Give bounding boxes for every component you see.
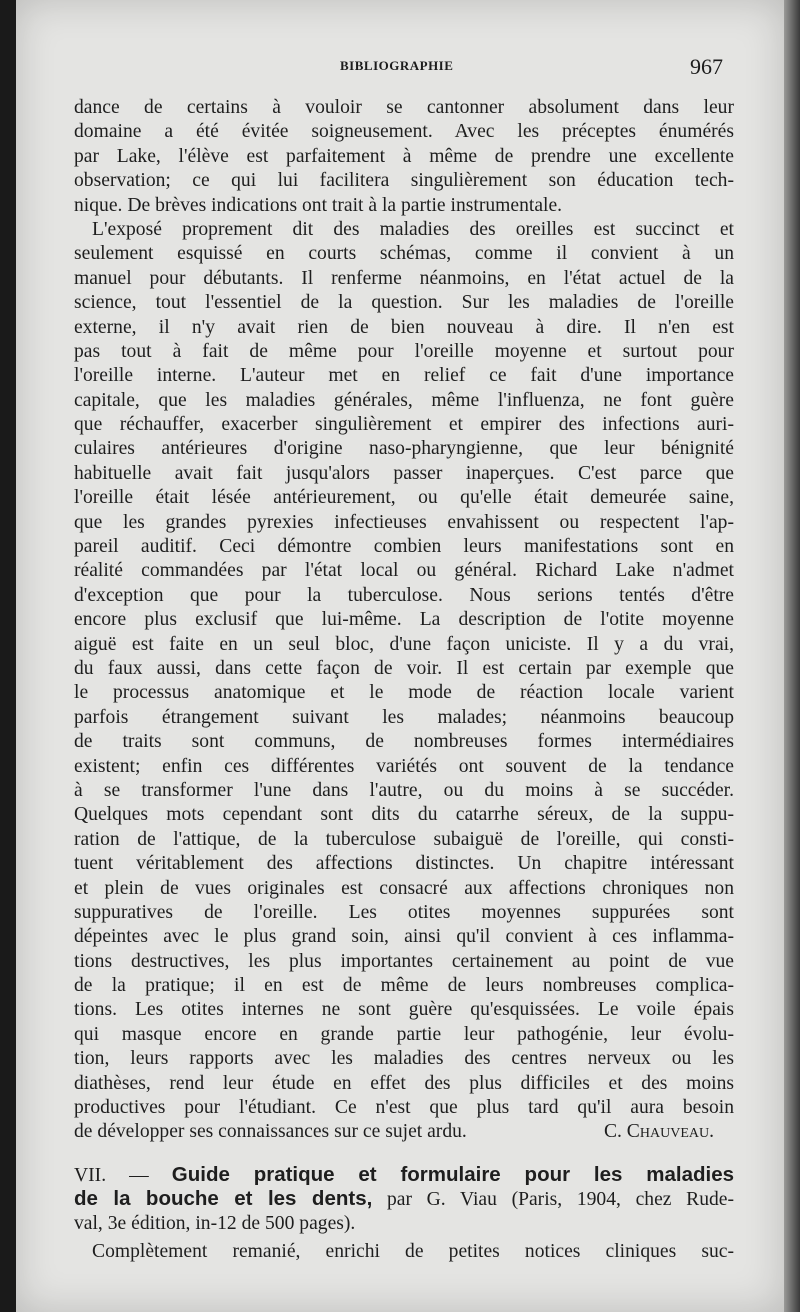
text-line: L'exposé proprement dit des maladies des oreilles est succinct et (92, 218, 734, 240)
section-7-citation-line: val, 3e édition, in-12 de 500 pages). (74, 1212, 356, 1234)
text-line: l'oreille était lésée antérieurement, ou qu'elle était demeurée saine, (74, 487, 734, 509)
text-line: parfois étrangement suivant les malades; néanmoins beaucoup (74, 706, 734, 728)
section-7-title-2: de la bouche et les dents, (74, 1187, 373, 1211)
section-7-heading-line-2 (74, 1187, 734, 1211)
page-number: 967 (690, 54, 723, 79)
text-line: pas tout à fait de même pour l'oreille moyenne et surtout pour (74, 340, 734, 362)
text-line: Quelques mots cependant sont dits du catarrhe séreux, de la suppu- (74, 804, 734, 826)
signature-line (74, 1120, 734, 1144)
text-line: le processus anatomique et le mode de réaction locale varient (74, 682, 734, 704)
text-line: culaires antérieures d'origine naso-pharyngienne, que leur bénignité (74, 438, 734, 460)
text-line: domaine a été évitée soigneusement. Avec les préceptes énumérés (74, 121, 734, 143)
author-signature: C. Chauveau. (603, 1121, 714, 1143)
text-line: à se transformer l'une dans l'autre, ou du moins à se succéder. (74, 779, 734, 801)
text-line: habituelle avait fait jusqu'alors passer inaperçues. C'est parce que (74, 462, 734, 484)
text-line: manuel pour débutants. Il renferme néanmoins, en l'état actuel de la (74, 267, 734, 289)
page-header (0, 54, 800, 82)
page-edge-shadow (784, 0, 800, 1312)
paragraph-2 (74, 218, 734, 1120)
text-line: suppuratives de l'oreille. Les otites moyennes suppurées sont (74, 901, 734, 923)
text-line: dance de certains à vouloir se cantonner absolument dans leur (74, 97, 734, 118)
section-gap (74, 1145, 734, 1163)
text-line: l'oreille interne. L'auteur met en relief ce fait d'une importance (74, 365, 734, 387)
text-line: observation; ce qui lui facilitera singulièrement son éducation tech- (74, 170, 734, 192)
text-line: que réchauffer, exacerber singulièrement et empirer des infections auri- (74, 414, 734, 436)
section-7-first-line: Complètement remanié, enrichi de petites notices cliniques suc- (92, 1240, 734, 1262)
text-line: tions destructives, les plus importantes certainement au point de vue (74, 950, 734, 972)
text-line: externe, il n'y avait rien de bien nouveau à dire. Il n'en est (74, 316, 734, 338)
text-line: tions. Les otites internes ne sont guère qu'esquissées. Le voile épais (74, 999, 734, 1021)
section-7-heading-line-1 (74, 1163, 734, 1187)
section-7-number: VII. — (74, 1164, 149, 1186)
text-line: d'exception que pour la tuberculose. Nous serions tentés d'être (74, 584, 734, 606)
text-line: et plein de vues originales est consacré aux affections chroniques non (74, 877, 734, 899)
text-line: capitale, que les maladies générales, même l'influenza, ne font guère (74, 389, 734, 411)
text-line: existent; enfin ces différentes variétés ont souvent de la tendance (74, 755, 734, 777)
text-line: encore plus exclusif que lui-même. La description de l'otite moyenne (74, 609, 734, 631)
body-text (74, 96, 734, 1264)
section-7-citation-1: par G. Viau (Paris, 1904, chez Rude- (386, 1189, 734, 1211)
text-line: du faux aussi, dans cette façon de voir. Il est certain par exemple que (74, 657, 734, 679)
text-line: tuent véritablement des affections distinctes. Un chapitre intéressant (74, 853, 734, 875)
text-line: nique. De brèves indications ont trait à la partie instrumentale. (74, 194, 563, 216)
text-line: tion, leurs rapports avec les maladies des centres nerveux ou les (74, 1048, 734, 1070)
paragraph-1 (74, 96, 734, 218)
text-line: productives pour l'étudiant. Ce n'est que plus tard qu'il aura besoin (74, 1097, 734, 1119)
text-line: de la pratique; il en est de même de leurs nombreuses complica- (74, 975, 734, 997)
text-line: réalité commandées par l'état local ou général. Richard Lake n'admet (74, 560, 734, 582)
text-line: qui masque encore en grande partie leur pathogénie, leur évolu- (74, 1023, 734, 1045)
text-line: que les grandes pyrexies infectieuses envahissent ou respectent l'ap- (74, 511, 734, 533)
text-line: de traits sont communs, de nombreuses formes intermédiaires (74, 731, 734, 753)
text-line: diathèses, rend leur étude en effet des plus difficiles et des moins (74, 1072, 734, 1094)
text-line: dépeintes avec le plus grand soin, ainsi qu'il convient à ces inflamma- (74, 926, 734, 948)
text-line: ration de l'attique, de la tuberculose subaiguë de l'oreille, qui consti- (74, 828, 734, 850)
text-line: par Lake, l'élève est parfaitement à même de prendre une excellente (74, 145, 734, 167)
closing-sentence: de développer ses connaissances sur ce sujet ardu. (74, 1121, 467, 1143)
text-line: pareil auditif. Ceci démontre combien leurs manifestations sont en (74, 536, 734, 558)
text-line: aiguë est faite en un seul bloc, d'une façon uniciste. Il y a du vrai, (74, 633, 734, 655)
text-line: seulement esquissé en courts schémas, comme il convient à un (74, 243, 734, 265)
text-line: science, tout l'essentiel de la question. Sur les maladies de l'oreille (74, 292, 734, 314)
section-7-title-1: Guide pratique et formulaire pour les maladies (171, 1162, 734, 1186)
running-title: BIBLIOGRAPHIE (340, 58, 454, 73)
